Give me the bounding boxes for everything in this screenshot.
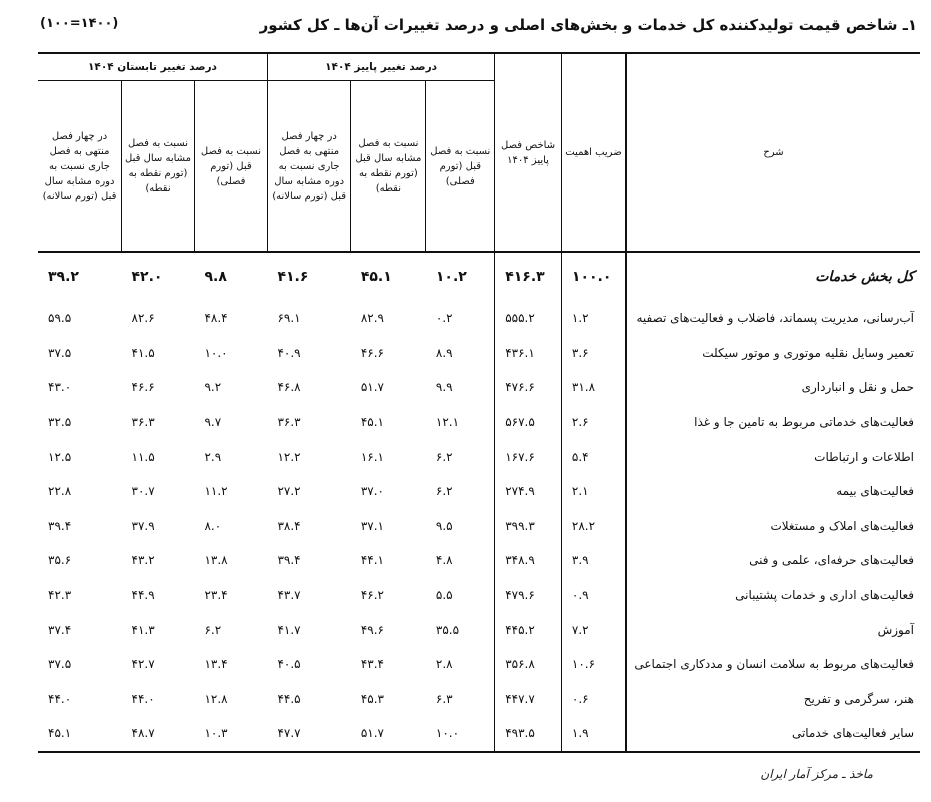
index-cell: ۳۴۸.۹ xyxy=(495,543,562,578)
row-name: هنر، سرگرمی و تفریح xyxy=(626,682,920,717)
summer-pointwise-cell: ۳۰.۷ xyxy=(131,484,155,499)
summer-pointwise-cell: ۸۲.۶ xyxy=(131,311,155,326)
autumn-pointwise-cell: ۱۶.۱ xyxy=(360,449,384,464)
total-row xyxy=(38,252,920,301)
autumn-pointwise-cell: ۴۵.۳ xyxy=(360,691,384,706)
autumn-seasonal-cell: ۱۰.۲ xyxy=(435,269,467,285)
header-weight: ضریب اهمیت xyxy=(561,53,626,252)
table-title: ۱ـ شاخص قیمت تولیدکننده کل خدمات و بخش‌های اصلی و درصد تغییرات آن‌ها ـ کل کشور xyxy=(259,16,917,34)
table-body xyxy=(38,252,920,752)
summer-seasonal-cell: ۴۸.۴ xyxy=(204,311,228,326)
summer-annual-cell: ۴۴.۰ xyxy=(48,691,72,706)
index-cell: ۴۷۶.۶ xyxy=(495,370,562,405)
summer-annual-cell: ۳۷.۵ xyxy=(48,345,72,360)
row-name: فعالیت‌های حرفه‌ای، علمی و فنی xyxy=(626,543,920,578)
summer-annual-cell: ۳۷.۵ xyxy=(48,657,72,672)
autumn-seasonal-cell: ۸.۹ xyxy=(435,345,453,360)
summer-pointwise-cell: ۱۱.۵ xyxy=(131,449,155,464)
autumn-annual-cell: ۴۰.۵ xyxy=(277,657,301,672)
summer-seasonal-cell: ۱۰.۰ xyxy=(204,345,228,360)
summer-seasonal-cell: ۱۳.۴ xyxy=(204,657,228,672)
header-sharh: شرح xyxy=(626,53,920,252)
summer-annual-cell: ۲۲.۸ xyxy=(48,484,72,499)
autumn-pointwise-cell: ۴۶.۶ xyxy=(360,345,384,360)
weight-cell: ۳.۹ xyxy=(561,543,626,578)
autumn-seasonal-cell: ۱۰.۰ xyxy=(426,716,495,752)
summer-annual-cell: ۳۲.۵ xyxy=(48,415,72,430)
weight-cell: ۰.۹ xyxy=(561,578,626,613)
summer-pointwise-cell: ۴۳.۲ xyxy=(131,553,155,568)
row-name: تعمیر وسایل نقلیه موتوری و موتور سیکلت xyxy=(626,336,920,371)
autumn-annual-cell: ۴۱.۷ xyxy=(277,622,301,637)
weight-cell: ۳.۶ xyxy=(561,336,626,371)
autumn-annual-cell: ۴۳.۷ xyxy=(277,588,301,603)
index-cell: ۴۴۷.۷ xyxy=(495,682,562,717)
weight-cell: ۱.۲ xyxy=(561,301,626,336)
autumn-seasonal-cell: ۹.۵ xyxy=(435,518,453,533)
row-name: اطلاعات و ارتباطات xyxy=(626,439,920,474)
summer-annual-cell: ۴۵.۱ xyxy=(38,716,122,752)
row-name: فعالیت‌های بیمه xyxy=(626,474,920,509)
summer-pointwise-cell: ۴۲.۷ xyxy=(131,657,155,672)
weight-cell: ۳۱.۸ xyxy=(561,370,626,405)
header-summer-pointwise: نسبت به فصل مشابه سال قبل (تورم نقطه به نقطه) xyxy=(122,81,195,253)
summer-seasonal-cell: ۱۳.۸ xyxy=(204,553,228,568)
table-row xyxy=(38,612,920,647)
weight-cell: ۵.۴ xyxy=(561,439,626,474)
autumn-pointwise-cell: ۴۴.۱ xyxy=(360,553,384,568)
summer-annual-cell: ۴۲.۳ xyxy=(48,588,72,603)
header-summer-seasonal: نسبت به فصل قبل (تورم فصلی) xyxy=(194,81,267,253)
autumn-annual-cell: ۴۶.۸ xyxy=(277,380,301,395)
summer-annual-cell: ۵۹.۵ xyxy=(48,311,72,326)
autumn-annual-cell: ۴۷.۷ xyxy=(267,716,350,752)
table-row xyxy=(38,336,920,371)
index-cell: ۴۴۵.۲ xyxy=(495,612,562,647)
header-summer-annual: در چهار فصل منتهی به فصل جاری نسبت به دوره مشابه سال قبل (تورم سالانه) xyxy=(38,81,122,253)
index-cell: ۱۶۷.۶ xyxy=(495,439,562,474)
row-name: فعالیت‌های خدماتی مربوط به تامین جا و غذا xyxy=(626,405,920,440)
summer-seasonal-cell: ۸.۰ xyxy=(204,518,222,533)
summer-annual-cell: ۴۳.۰ xyxy=(48,380,72,395)
row-name: فعالیت‌های اداری و خدمات پشتیبانی xyxy=(626,578,920,613)
autumn-annual-cell: ۱۲.۲ xyxy=(277,449,301,464)
weight-cell: ۲۸.۲ xyxy=(561,509,626,544)
summer-seasonal-cell: ۹.۲ xyxy=(204,380,222,395)
header-autumn-annual: در چهار فصل منتهی به فصل جاری نسبت به دوره مشابه سال قبل (تورم سالانه) xyxy=(267,81,350,253)
header-autumn-pointwise: نسبت به فصل مشابه سال قبل (تورم نقطه به نقطه) xyxy=(351,81,426,253)
autumn-pointwise-cell: ۴۶.۲ xyxy=(360,588,384,603)
weight-cell: ۲.۱ xyxy=(561,474,626,509)
weight-cell: ۱۰.۶ xyxy=(561,647,626,682)
autumn-pointwise-cell: ۵۱.۷ xyxy=(360,380,384,395)
row-name: فعالیت‌های املاک و مستغلات xyxy=(626,509,920,544)
autumn-seasonal-cell: ۶.۲ xyxy=(435,484,453,499)
header-group-summer: درصد تغییر تابستان ۱۴۰۴ xyxy=(38,53,267,81)
table-row xyxy=(38,370,920,405)
autumn-seasonal-cell: ۳۵.۵ xyxy=(435,622,460,637)
table-row xyxy=(38,439,920,474)
table-row xyxy=(38,682,920,717)
autumn-pointwise-cell: ۴۵.۱ xyxy=(360,269,392,285)
autumn-seasonal-cell: ۶.۳ xyxy=(435,691,453,706)
autumn-annual-cell: ۲۷.۲ xyxy=(277,484,301,499)
table-row xyxy=(38,301,920,336)
row-name: آموزش xyxy=(626,612,920,647)
autumn-annual-cell: ۳۹.۴ xyxy=(277,553,301,568)
row-name: فعالیت‌های مربوط به سلامت انسان و مددکاری اجتماعی xyxy=(626,647,920,682)
header-autumn-seasonal: نسبت به فصل قبل (تورم فصلی) xyxy=(426,81,495,253)
autumn-seasonal-cell: ۴.۸ xyxy=(435,553,453,568)
weight-cell: ۱.۹ xyxy=(561,716,626,752)
index-cell: ۵۶۷.۵ xyxy=(495,405,562,440)
row-name: حمل و نقل و انبارداری xyxy=(626,370,920,405)
summer-pointwise-cell: ۴۴.۰ xyxy=(131,691,155,706)
autumn-annual-cell: ۳۸.۴ xyxy=(277,518,301,533)
summer-annual-cell: ۳۹.۴ xyxy=(48,518,72,533)
summer-pointwise-cell: ۴۶.۶ xyxy=(131,380,155,395)
source-note: ماخذ ـ مرکز آمار ایران xyxy=(760,767,873,781)
header-index: شاخص فصل پاییز ۱۴۰۴ xyxy=(495,53,562,252)
summer-pointwise-cell: ۳۶.۳ xyxy=(131,415,155,430)
index-cell: ۴۹۳.۵ xyxy=(495,716,562,752)
row-name: سایر فعالیت‌های خدماتی xyxy=(626,716,920,752)
index-cell: ۲۷۴.۹ xyxy=(495,474,562,509)
autumn-pointwise-cell: ۴۳.۴ xyxy=(360,657,384,672)
autumn-seasonal-cell: ۵.۵ xyxy=(435,588,453,603)
autumn-pointwise-cell: ۵۱.۷ xyxy=(351,716,426,752)
summer-pointwise-cell: ۴۱.۵ xyxy=(131,345,155,360)
ppi-services-table xyxy=(38,52,920,753)
summer-seasonal-cell: ۹.۷ xyxy=(204,415,222,430)
index-cell: ۳۵۶.۸ xyxy=(495,647,562,682)
index-cell: ۴۳۶.۱ xyxy=(495,336,562,371)
summer-pointwise-cell: ۳۷.۹ xyxy=(131,518,155,533)
summer-pointwise-cell: ۴۱.۳ xyxy=(131,622,155,637)
summer-seasonal-cell: ۹.۸ xyxy=(204,269,227,285)
row-name: آب‌رسانی، مدیریت پسماند، فاضلاب و فعالیت‌های تصفیه xyxy=(626,301,920,336)
autumn-annual-cell: ۴۱.۶ xyxy=(277,269,309,285)
table-row xyxy=(38,474,920,509)
autumn-seasonal-cell: ۶.۲ xyxy=(435,449,453,464)
table-row xyxy=(38,716,920,752)
summer-seasonal-cell: ۲۳.۴ xyxy=(204,588,228,603)
summer-seasonal-cell: ۶.۲ xyxy=(204,622,222,637)
table-row xyxy=(38,543,920,578)
autumn-pointwise-cell: ۳۷.۱ xyxy=(360,518,384,533)
index-cell: ۴۱۶.۳ xyxy=(495,252,562,301)
index-cell: ۳۹۹.۳ xyxy=(495,509,562,544)
table-row xyxy=(38,509,920,544)
autumn-annual-cell: ۴۴.۵ xyxy=(277,691,301,706)
row-name: کل بخش خدمات xyxy=(626,252,920,301)
autumn-seasonal-cell: ۰.۲ xyxy=(435,311,453,326)
weight-cell: ۲.۶ xyxy=(561,405,626,440)
autumn-pointwise-cell: ۸۲.۹ xyxy=(360,311,384,326)
summer-pointwise-cell: ۴۲.۰ xyxy=(131,269,163,285)
autumn-annual-cell: ۳۶.۳ xyxy=(277,415,301,430)
base-year-note: (۱۴۰۰=۱۰۰) xyxy=(40,16,119,31)
index-cell: ۴۷۹.۶ xyxy=(495,578,562,613)
weight-cell: ۱۰۰.۰ xyxy=(561,252,626,301)
summer-seasonal-cell: ۱۰.۳ xyxy=(194,716,267,752)
summer-pointwise-cell: ۴۴.۹ xyxy=(131,588,155,603)
autumn-pointwise-cell: ۴۵.۱ xyxy=(360,415,384,430)
table-row xyxy=(38,405,920,440)
summer-seasonal-cell: ۱۱.۲ xyxy=(204,484,228,499)
summer-annual-cell: ۱۲.۵ xyxy=(48,449,72,464)
summer-annual-cell: ۳۷.۴ xyxy=(48,622,72,637)
table-row xyxy=(38,647,920,682)
autumn-seasonal-cell: ۹.۹ xyxy=(435,380,453,395)
weight-cell: ۷.۲ xyxy=(561,612,626,647)
autumn-annual-cell: ۴۰.۹ xyxy=(277,345,301,360)
autumn-pointwise-cell: ۳۷.۰ xyxy=(360,484,384,499)
index-cell: ۵۵۵.۲ xyxy=(495,301,562,336)
summer-seasonal-cell: ۱۲.۸ xyxy=(204,691,228,706)
autumn-seasonal-cell: ۲.۸ xyxy=(435,657,453,672)
autumn-seasonal-cell: ۱۲.۱ xyxy=(435,415,460,430)
autumn-annual-cell: ۶۹.۱ xyxy=(277,311,301,326)
summer-seasonal-cell: ۲.۹ xyxy=(204,449,222,464)
weight-cell: ۰.۶ xyxy=(561,682,626,717)
header-group-autumn: درصد تغییر پاییز ۱۴۰۴ xyxy=(267,53,494,81)
autumn-pointwise-cell: ۴۹.۶ xyxy=(360,622,384,637)
summer-annual-cell: ۳۵.۶ xyxy=(48,553,72,568)
table-row xyxy=(38,578,920,613)
summer-pointwise-cell: ۴۸.۷ xyxy=(122,716,195,752)
summer-annual-cell: ۳۹.۲ xyxy=(48,269,79,285)
